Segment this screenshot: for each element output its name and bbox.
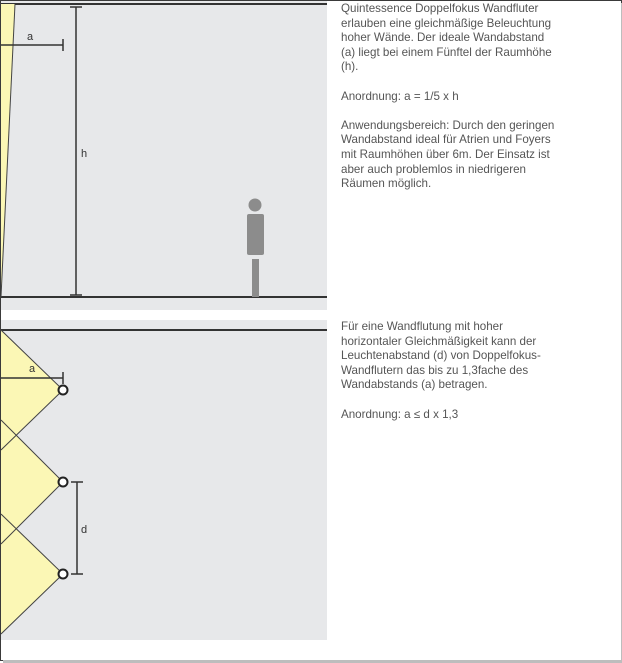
text-wall-distance-formula: Anordnung: a = 1/5 x h: [341, 89, 459, 103]
text-luminaire-spacing-formula: Anordnung: a ≤ d x 1,3: [341, 407, 459, 421]
diagram-wall-distance: [1, 1, 327, 310]
luminaire-1: [59, 386, 68, 395]
text-wall-distance-intro: Quintessence Doppelfokus Wandfluter erlauben eine gleichmäßige Beleuchtung hoher Wände. Der ideale Wandabstand (a) liegt bei einem Fünftel der Raumhöhe (h).: [341, 2, 552, 74]
text-wall-distance: [341, 2, 561, 206]
dimension-h-label: h: [81, 148, 88, 160]
dimension-a-label: a: [29, 363, 36, 375]
text-luminaire-spacing: [341, 320, 561, 437]
diagram-luminaire-spacing-svg: [1, 320, 327, 640]
diagram-wall-distance-svg: [1, 1, 327, 310]
luminaire-2: [59, 478, 68, 487]
dimension-a-label: a: [27, 31, 34, 43]
luminaire-3: [59, 570, 68, 579]
diagram-luminaire-spacing: [1, 320, 327, 640]
text-wall-distance-application: Anwendungsbereich: Durch den geringen Wandabstand ideal für Atrien und Foyers mit Raumhöhen über 6m. Der Einsatz ist aber auch problemlos in niedrigeren Räumen möglich.: [341, 118, 555, 191]
text-luminaire-spacing-intro: Für eine Wandflutung mit hoher horizontaler Gleichmäßigkeit kann der Leuchtenabstand (d) von Doppelfokus-Wandflutern das bis zu 1,3fache des Wandabstands (a) betragen.: [341, 320, 541, 392]
dimension-d-label: d: [81, 524, 88, 536]
